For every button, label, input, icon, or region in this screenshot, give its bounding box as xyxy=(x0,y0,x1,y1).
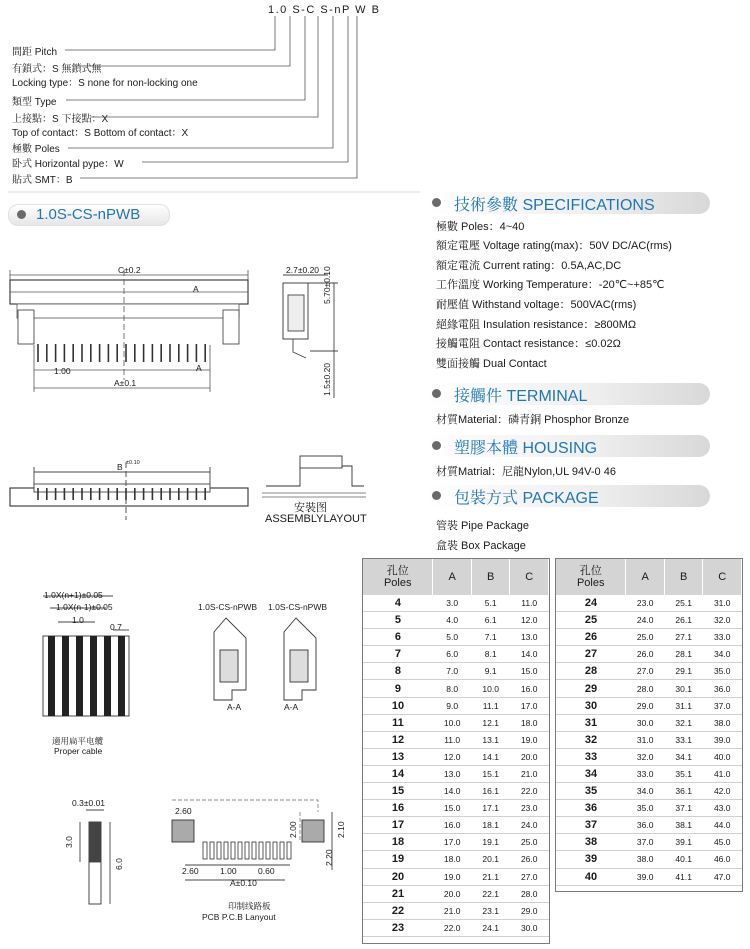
table-row xyxy=(363,663,549,680)
poles-cell: 22 xyxy=(363,902,433,919)
value-cell: 27.0 xyxy=(626,663,665,680)
table-row xyxy=(363,748,549,765)
value-cell: 17.0 xyxy=(510,697,549,714)
value-cell: 33.0 xyxy=(703,629,742,646)
section-header-specifications xyxy=(426,192,710,214)
poles-cell: 30 xyxy=(556,697,626,714)
value-cell: 36.1 xyxy=(664,783,703,800)
value-cell: 23.0 xyxy=(626,595,665,612)
value-cell: 46.0 xyxy=(703,851,742,868)
table-row xyxy=(363,680,549,697)
table-row xyxy=(363,731,549,748)
part-number-code: 1.0 S-C S-nP W B xyxy=(268,4,381,16)
poles-cell: 21 xyxy=(363,885,433,902)
value-cell: 41.0 xyxy=(703,765,742,782)
table-row xyxy=(556,680,742,697)
section-aa-1: A-A xyxy=(227,702,242,712)
value-cell: 32.0 xyxy=(626,748,665,765)
value-cell: 9.1 xyxy=(471,663,510,680)
legend-line-2: 有鎖式：S 無鎖式無 xyxy=(12,64,102,75)
value-cell: 30.0 xyxy=(626,714,665,731)
dim-b: B xyxy=(117,462,123,472)
value-cell: 20.0 xyxy=(510,748,549,765)
table-header-poles: 孔位 Poles xyxy=(363,559,433,595)
value-cell: 37.0 xyxy=(703,697,742,714)
legend-line-3: Locking type：S none for non-locking one xyxy=(12,78,198,89)
table-row xyxy=(363,800,549,817)
value-cell: 6.1 xyxy=(471,612,510,629)
value-cell: 42.0 xyxy=(703,783,742,800)
table-row xyxy=(363,783,549,800)
value-cell: 18.1 xyxy=(471,817,510,834)
pcb-pad xyxy=(259,842,263,859)
value-cell: 31.0 xyxy=(626,731,665,748)
value-cell: 16.0 xyxy=(433,817,472,834)
poles-cell: 25 xyxy=(556,612,626,629)
poles-cell: 18 xyxy=(363,834,433,851)
value-cell: 34.0 xyxy=(626,783,665,800)
value-cell: 14.0 xyxy=(510,646,549,663)
poles-cell: 15 xyxy=(363,783,433,800)
poles-cell: 11 xyxy=(363,714,433,731)
poles-cell: 32 xyxy=(556,731,626,748)
dim-width-27: 2.7±0.20 xyxy=(286,265,320,275)
value-cell: 23.1 xyxy=(471,902,510,919)
value-cell: 28.0 xyxy=(510,885,549,902)
value-cell: 4.0 xyxy=(433,612,472,629)
legend-line-9: 貼式 SMT：B xyxy=(12,175,73,186)
dim-b-tolerance: ±0.10 xyxy=(126,460,140,466)
table-row xyxy=(556,595,742,612)
value-cell: 15.0 xyxy=(510,663,549,680)
table-row xyxy=(556,646,742,663)
section-aa-2: A-A xyxy=(284,702,299,712)
value-cell: 31.0 xyxy=(703,595,742,612)
value-cell: 20.0 xyxy=(433,885,472,902)
value-cell: 34.0 xyxy=(703,646,742,663)
legend-line-7: 極數 Poles xyxy=(12,144,60,155)
thickness-dim: 0.3±0.01 xyxy=(72,798,106,808)
table-header-a: A xyxy=(626,559,665,595)
value-cell: 20.1 xyxy=(471,851,510,868)
table-row xyxy=(363,902,549,919)
table-row xyxy=(556,612,742,629)
pcb-pad xyxy=(217,842,221,859)
table-row xyxy=(363,868,549,885)
poles-cell: 40 xyxy=(556,868,626,885)
pcb-pad xyxy=(238,842,242,859)
value-cell: 13.0 xyxy=(510,629,549,646)
pcb-pad xyxy=(203,842,207,859)
cable-conductor xyxy=(76,636,83,716)
value-cell: 21.0 xyxy=(510,765,549,782)
poles-cell: 38 xyxy=(556,834,626,851)
cable-dim-1: 1.0X(n+1)±0.05 xyxy=(44,590,103,600)
section-header-package xyxy=(426,485,710,507)
value-cell: 22.0 xyxy=(433,919,472,936)
bullet-icon xyxy=(432,389,441,398)
value-cell: 36.0 xyxy=(626,817,665,834)
poles-cell: 17 xyxy=(363,817,433,834)
pcb-pad xyxy=(231,842,235,859)
section-header-terminal xyxy=(426,383,710,405)
value-cell: 26.1 xyxy=(664,612,703,629)
value-cell: 29.0 xyxy=(626,697,665,714)
value-cell: 6.0 xyxy=(433,646,472,663)
table-row xyxy=(363,919,549,936)
value-cell: 43.0 xyxy=(703,800,742,817)
thickness-60: 6.0 xyxy=(114,858,124,870)
section-model-2: 1.0S-CS-nPWB xyxy=(268,602,328,612)
poles-cell: 24 xyxy=(556,595,626,612)
assembly-caption-cn: 安裝图 xyxy=(294,502,327,514)
pcb-dim-260-bottom: 2.60 xyxy=(182,866,199,876)
spec-line: 工作溫度 Working Temperature：-20℃~+85℃ xyxy=(436,279,665,291)
value-cell: 30.0 xyxy=(510,919,549,936)
spec-line: 額定電壓 Voltage rating(max)：50V DC/AC(rms) xyxy=(436,240,672,252)
poles-cell: 10 xyxy=(363,697,433,714)
value-cell: 39.1 xyxy=(664,834,703,851)
table-row xyxy=(556,851,742,868)
value-cell: 21.0 xyxy=(433,902,472,919)
poles-cell: 36 xyxy=(556,800,626,817)
legend-line-1: 間距 Pitch xyxy=(12,47,58,58)
value-cell: 21.1 xyxy=(471,868,510,885)
value-cell: 11.0 xyxy=(433,731,472,748)
pcb-pad xyxy=(273,842,277,859)
pcb-caption-cn: 印制线路板 xyxy=(228,901,271,911)
poles-cell: 20 xyxy=(363,868,433,885)
value-cell: 37.1 xyxy=(664,800,703,817)
value-cell: 31.1 xyxy=(664,697,703,714)
model-title: 1.0S-CS-nPWB xyxy=(36,206,141,223)
poles-cell: 8 xyxy=(363,663,433,680)
pcb-pad xyxy=(266,842,270,859)
section-model-1: 1.0S-CS-nPWB xyxy=(198,602,258,612)
value-cell: 11.0 xyxy=(510,595,549,612)
pcb-dim-210: 2.10 xyxy=(336,821,346,838)
table-row xyxy=(363,629,549,646)
terminal-material: 材質Material：磷青銅 Phosphor Bronze xyxy=(436,414,630,426)
pcb-pad xyxy=(210,842,214,859)
thickness-30: 3.0 xyxy=(64,836,74,848)
value-cell: 28.1 xyxy=(664,646,703,663)
poles-cell: 13 xyxy=(363,748,433,765)
poles-cell: 37 xyxy=(556,817,626,834)
poles-cell: 16 xyxy=(363,800,433,817)
table-row xyxy=(556,697,742,714)
poles-cell: 35 xyxy=(556,783,626,800)
value-cell: 32.1 xyxy=(664,714,703,731)
value-cell: 40.1 xyxy=(664,851,703,868)
value-cell: 39.0 xyxy=(703,731,742,748)
poles-cell: 12 xyxy=(363,731,433,748)
value-cell: 38.0 xyxy=(703,714,742,731)
poles-cell: 4 xyxy=(363,595,433,612)
value-cell: 22.1 xyxy=(471,885,510,902)
value-cell: 23.0 xyxy=(510,800,549,817)
cable-conductor xyxy=(118,636,125,716)
value-cell: 36.0 xyxy=(703,680,742,697)
spec-line: 極數 Poles：4~40 xyxy=(436,221,525,233)
table-row xyxy=(556,800,742,817)
value-cell: 39.0 xyxy=(626,868,665,885)
dim-height-57: 5.70±0.10 xyxy=(322,266,332,304)
value-cell: 27.0 xyxy=(510,868,549,885)
cable-dim-07: 0.7 xyxy=(110,622,122,632)
pcb-dim-a: A±0.10 xyxy=(230,878,257,888)
table-row xyxy=(556,731,742,748)
value-cell: 18.0 xyxy=(510,714,549,731)
table-row xyxy=(363,595,549,612)
value-cell: 25.0 xyxy=(626,629,665,646)
pcb-pad xyxy=(252,842,256,859)
table-row xyxy=(363,885,549,902)
assembly-caption-en: ASSEMBLYLAYOUT xyxy=(265,513,367,525)
value-cell: 5.1 xyxy=(471,595,510,612)
housing-material: 材質Matrial：尼龍Nylon,UL 94V-0 46 xyxy=(436,466,616,478)
value-cell: 27.1 xyxy=(664,629,703,646)
table-row xyxy=(556,748,742,765)
value-cell: 16.0 xyxy=(510,680,549,697)
bullet-icon xyxy=(432,441,441,450)
cable-caption-cn: 適用扁平电纜 xyxy=(52,736,104,746)
dim-pitch: 1.00 xyxy=(54,366,71,376)
value-cell: 9.0 xyxy=(433,697,472,714)
dimension-table-left xyxy=(363,559,549,937)
value-cell: 28.0 xyxy=(626,680,665,697)
value-cell: 40.0 xyxy=(703,748,742,765)
package-line: 管裝 Pipe Package xyxy=(436,520,529,532)
pcb-dim-220: 2.20 xyxy=(324,849,334,866)
table-row xyxy=(556,629,742,646)
value-cell: 3.0 xyxy=(433,595,472,612)
value-cell: 32.0 xyxy=(703,612,742,629)
dimension-table-right xyxy=(556,559,742,886)
value-cell: 10.0 xyxy=(433,714,472,731)
table-header-b: B xyxy=(664,559,703,595)
value-cell: 41.1 xyxy=(664,868,703,885)
pcb-caption-en: PCB P.C.B Lanyout xyxy=(202,912,276,922)
legend-line-4: 類型 Type xyxy=(12,97,57,108)
value-cell: 19.0 xyxy=(433,868,472,885)
table-row xyxy=(363,834,549,851)
cable-conductor xyxy=(62,636,69,716)
value-cell: 5.0 xyxy=(433,629,472,646)
poles-cell: 14 xyxy=(363,765,433,782)
value-cell: 45.0 xyxy=(703,834,742,851)
value-cell: 8.1 xyxy=(471,646,510,663)
value-cell: 8.0 xyxy=(433,680,472,697)
a-marker-bottom: A xyxy=(196,363,202,373)
poles-cell: 23 xyxy=(363,919,433,936)
cable-conductor xyxy=(104,636,111,716)
cable-dim-10: 1.0 xyxy=(72,615,84,625)
package-line: 盒裝 Box Package xyxy=(436,540,526,552)
table-row xyxy=(556,714,742,731)
poles-cell: 9 xyxy=(363,680,433,697)
legend-line-5: 上接點：S 下接點：X xyxy=(12,114,109,125)
table-row xyxy=(363,612,549,629)
pcb-pad xyxy=(224,842,228,859)
value-cell: 12.0 xyxy=(433,748,472,765)
terminal-heading: 接觸件 TERMINAL xyxy=(454,388,588,405)
value-cell: 35.0 xyxy=(626,800,665,817)
value-cell: 15.1 xyxy=(471,765,510,782)
table-row xyxy=(363,714,549,731)
poles-cell: 19 xyxy=(363,851,433,868)
value-cell: 25.1 xyxy=(664,595,703,612)
value-cell: 24.0 xyxy=(510,817,549,834)
value-cell: 17.0 xyxy=(433,834,472,851)
value-cell: 16.1 xyxy=(471,783,510,800)
poles-cell: 31 xyxy=(556,714,626,731)
poles-cell: 39 xyxy=(556,851,626,868)
table-row xyxy=(363,697,549,714)
value-cell: 26.0 xyxy=(626,646,665,663)
value-cell: 19.0 xyxy=(510,731,549,748)
package-heading: 包裝方式 PACKAGE xyxy=(454,490,599,507)
value-cell: 38.1 xyxy=(664,817,703,834)
housing-heading: 塑膠本體 HOUSING xyxy=(454,440,598,457)
value-cell: 35.0 xyxy=(703,663,742,680)
value-cell: 11.1 xyxy=(471,697,510,714)
pcb-pad xyxy=(280,842,284,859)
legend-line-8: 卧式 Horizontal pype：W xyxy=(12,159,124,170)
value-cell: 13.0 xyxy=(433,765,472,782)
value-cell: 18.0 xyxy=(433,851,472,868)
cable-caption-en: Proper cable xyxy=(54,746,103,756)
value-cell: 19.1 xyxy=(471,834,510,851)
value-cell: 33.1 xyxy=(664,731,703,748)
value-cell: 30.1 xyxy=(664,680,703,697)
table-header-b: B xyxy=(471,559,510,595)
poles-cell: 33 xyxy=(556,748,626,765)
value-cell: 24.1 xyxy=(471,919,510,936)
pcb-dim-060: 0.60 xyxy=(258,866,275,876)
table-row xyxy=(556,868,742,885)
value-cell: 29.0 xyxy=(510,902,549,919)
cable-dim-2: 1.0X(n-1)±0.05 xyxy=(56,602,113,612)
table-row xyxy=(363,851,549,868)
poles-cell: 29 xyxy=(556,680,626,697)
table-row xyxy=(556,663,742,680)
spec-line: 額定電流 Current rating：0.5A,AC,DC xyxy=(436,260,622,272)
value-cell: 15.0 xyxy=(433,800,472,817)
value-cell: 7.0 xyxy=(433,663,472,680)
legend-line-6: Top of contact：S Bottom of contact：X xyxy=(12,128,189,139)
pcb-dim-100: 1.00 xyxy=(220,866,237,876)
table-header-c: C xyxy=(510,559,549,595)
value-cell: 14.0 xyxy=(433,783,472,800)
value-cell: 25.0 xyxy=(510,834,549,851)
value-cell: 10.0 xyxy=(471,680,510,697)
spec-line: 接觸電阻 Contact resistance：≤0.02Ω xyxy=(436,338,621,350)
value-cell: 14.1 xyxy=(471,748,510,765)
bullet-icon xyxy=(432,491,441,500)
dim-c: C±0.2 xyxy=(118,265,141,275)
value-cell: 38.0 xyxy=(626,851,665,868)
value-cell: 17.1 xyxy=(471,800,510,817)
table-row xyxy=(556,765,742,782)
table-header-c: C xyxy=(703,559,742,595)
a-marker-top: A xyxy=(193,284,199,294)
value-cell: 12.0 xyxy=(510,612,549,629)
value-cell: 47.0 xyxy=(703,868,742,885)
value-cell: 34.1 xyxy=(664,748,703,765)
poles-cell: 6 xyxy=(363,629,433,646)
spec-line: 耐壓值 Withstand voltage：500VAC(rms) xyxy=(436,299,637,311)
bullet-icon xyxy=(432,198,441,207)
pcb-pad xyxy=(245,842,249,859)
table-row xyxy=(363,646,549,663)
specifications-heading: 技術參數 SPECIFICATIONS xyxy=(454,197,655,214)
value-cell: 24.0 xyxy=(626,612,665,629)
poles-cell: 34 xyxy=(556,765,626,782)
poles-cell: 26 xyxy=(556,629,626,646)
dim-height-15: 1.5±0.20 xyxy=(322,362,332,396)
bullet-icon xyxy=(17,210,26,219)
table-row xyxy=(363,765,549,782)
poles-cell: 7 xyxy=(363,646,433,663)
table-row xyxy=(556,834,742,851)
value-cell: 26.0 xyxy=(510,851,549,868)
value-cell: 22.0 xyxy=(510,783,549,800)
value-cell: 44.0 xyxy=(703,817,742,834)
value-cell: 35.1 xyxy=(664,765,703,782)
table-row xyxy=(556,817,742,834)
value-cell: 29.1 xyxy=(664,663,703,680)
value-cell: 7.1 xyxy=(471,629,510,646)
value-cell: 37.0 xyxy=(626,834,665,851)
pcb-dim-200: 2.00 xyxy=(288,821,298,838)
value-cell: 12.1 xyxy=(471,714,510,731)
poles-cell: 28 xyxy=(556,663,626,680)
dim-a: A±0.1 xyxy=(114,378,137,388)
cable-conductor xyxy=(48,636,55,716)
spec-line: 雙面接觸 Dual Contact xyxy=(436,358,547,370)
pcb-pad xyxy=(287,842,291,859)
pcb-dim-260-top: 2.60 xyxy=(175,806,192,816)
cable-conductor xyxy=(90,636,97,716)
table-row xyxy=(556,783,742,800)
value-cell: 33.0 xyxy=(626,765,665,782)
table-row xyxy=(363,817,549,834)
section-header-housing xyxy=(426,435,710,457)
value-cell: 13.1 xyxy=(471,731,510,748)
table-header-a: A xyxy=(433,559,472,595)
poles-cell: 5 xyxy=(363,612,433,629)
model-title-pill xyxy=(8,204,170,226)
poles-cell: 27 xyxy=(556,646,626,663)
spec-line: 絕緣電阻 Insulation resistance：≥800MΩ xyxy=(436,319,637,331)
table-header-poles: 孔位 Poles xyxy=(556,559,626,595)
